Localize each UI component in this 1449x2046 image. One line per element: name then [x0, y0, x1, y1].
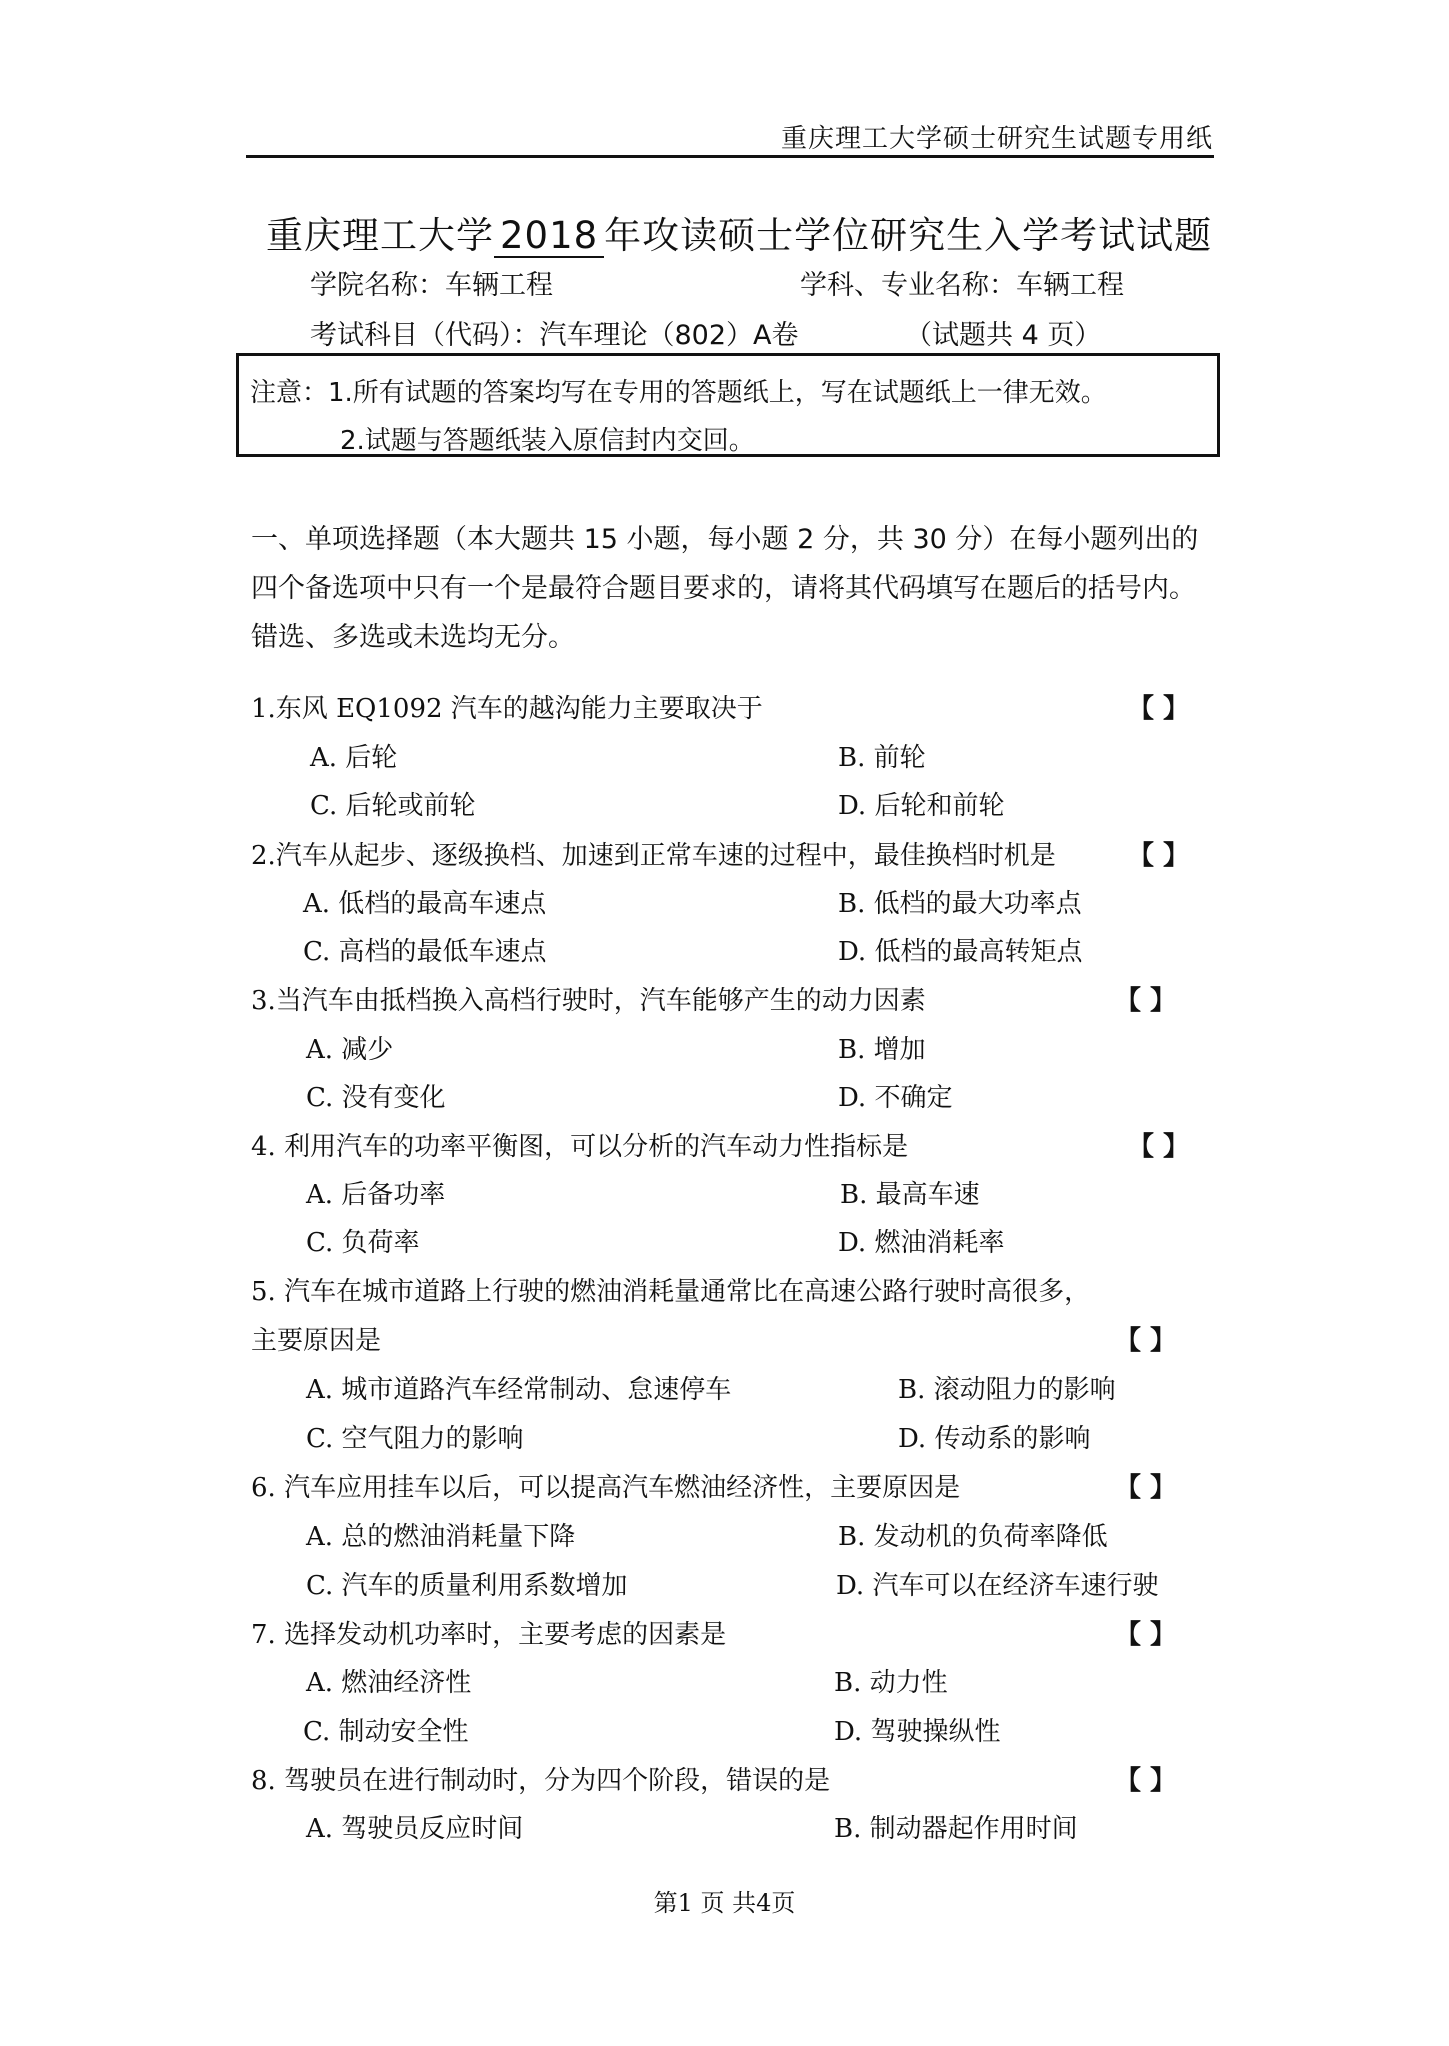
question-5-stem-line2: 主要原因是: [251, 1326, 382, 1356]
question-7-option-b: B. 动力性: [834, 1668, 948, 1698]
question-4-option-a: A. 后备功率: [306, 1180, 446, 1210]
question-3-option-d: D. 不确定: [838, 1083, 953, 1113]
question-2-option-c: C. 高档的最低车速点: [303, 937, 547, 967]
question-3-option-b: B. 增加: [838, 1035, 926, 1065]
major-name: 学科、专业名称：车辆工程: [800, 270, 1124, 301]
question-2-answer-bracket: 【 】: [1128, 841, 1190, 871]
question-1-option-c: C. 后轮或前轮: [310, 791, 476, 821]
header-divider: [246, 155, 1214, 158]
question-5-answer-bracket: 【 】: [1115, 1326, 1177, 1356]
question-6-option-c: C. 汽车的质量利用系数增加: [306, 1571, 628, 1601]
question-7-option-d: D. 驾驶操纵性: [834, 1717, 1001, 1747]
question-2-option-a: A. 低档的最高车速点: [303, 889, 547, 919]
question-8-option-b: B. 制动器起作用时间: [834, 1814, 1078, 1844]
question-8-stem: 8. 驾驶员在进行制动时，分为四个阶段，错误的是: [251, 1766, 831, 1796]
paper-header-label: 重庆理工大学硕士研究生试题专用纸: [780, 124, 1213, 154]
exam-title: [266, 205, 1212, 259]
page-number: 第1 页 共4页: [653, 1889, 796, 1917]
question-2-option-d: D. 低档的最高转矩点: [838, 937, 1083, 967]
question-5-option-d: D. 传动系的影响: [898, 1424, 1091, 1454]
question-1-option-d: D. 后轮和前轮: [838, 791, 1005, 821]
title-prefix: 重庆理工大学: [266, 214, 494, 257]
question-2-option-b: B. 低档的最大功率点: [838, 889, 1082, 919]
notice-line-1: 注意：1.所有试题的答案均写在专用的答题纸上，写在试题纸上一律无效。: [250, 378, 1107, 408]
title-year: 2018: [494, 217, 604, 258]
question-5-option-c: C. 空气阻力的影响: [306, 1424, 524, 1454]
question-4-option-b: B. 最高车速: [840, 1180, 980, 1210]
question-4-option-c: C. 负荷率: [306, 1228, 420, 1258]
question-4-option-d: D. 燃油消耗率: [838, 1228, 1005, 1258]
question-5-stem: 5. 汽车在城市道路上行驶的燃油消耗量通常比在高速公路行驶时高很多，: [251, 1277, 1091, 1307]
question-1-option-b: B. 前轮: [838, 743, 926, 773]
question-6-option-d: D. 汽车可以在经济车速行驶: [836, 1571, 1159, 1601]
question-6-answer-bracket: 【 】: [1115, 1473, 1177, 1503]
question-6-stem: 6. 汽车应用挂车以后，可以提高汽车燃油经济性，主要原因是: [251, 1473, 961, 1503]
question-7-option-a: A. 燃油经济性: [306, 1668, 472, 1698]
page-count: （试题共 4 页）: [905, 320, 1102, 351]
question-3-answer-bracket: 【 】: [1115, 986, 1177, 1016]
question-3-option-a: A. 减少: [306, 1035, 394, 1065]
question-3-stem: 3.当汽车由抵档换入高档行驶时，汽车能够产生的动力因素: [251, 986, 926, 1016]
question-2-stem: 2.汽车从起步、逐级换档、加速到正常车速的过程中，最佳换档时机是: [251, 841, 1056, 871]
question-8-answer-bracket: 【 】: [1115, 1766, 1177, 1796]
question-4-answer-bracket: 【 】: [1128, 1132, 1190, 1162]
question-1-stem: 1.东风 EQ1092 汽车的越沟能力主要取决于: [251, 694, 763, 724]
section-1-instructions: 一、单项选择题（本大题共 15 小题，每小题 2 分，共 30 分）在每小题列出的四个备选项中只有一个是最符合题目要求的，请将其代码填写在题后的括号内。错选、多选或未选均无分。: [251, 524, 1199, 653]
question-4-stem: 4. 利用汽车的功率平衡图，可以分析的汽车动力性指标是: [251, 1132, 909, 1162]
question-5-option-b: B. 滚动阻力的影响: [898, 1375, 1116, 1405]
college-name: 学院名称：车辆工程: [310, 270, 553, 301]
question-6-option-a: A. 总的燃油消耗量下降: [306, 1522, 576, 1552]
question-7-answer-bracket: 【 】: [1115, 1620, 1177, 1650]
question-3-option-c: C. 没有变化: [306, 1083, 446, 1113]
title-suffix: 年攻读硕士学位研究生入学考试试题: [604, 214, 1213, 257]
question-6-option-b: B. 发动机的负荷率降低: [838, 1522, 1108, 1552]
question-7-option-c: C. 制动安全性: [303, 1717, 469, 1747]
question-7-stem: 7. 选择发动机功率时，主要考虑的因素是: [251, 1620, 727, 1650]
exam-subject: 考试科目（代码）：汽车理论（802）A卷: [310, 320, 799, 351]
question-5-option-a: A. 城市道路汽车经常制动、怠速停车: [306, 1375, 732, 1405]
question-8-option-a: A. 驾驶员反应时间: [306, 1814, 524, 1844]
notice-line-2: 2.试题与答题纸装入原信封内交回。: [340, 426, 755, 456]
question-1-option-a: A. 后轮: [310, 743, 398, 773]
question-1-answer-bracket: 【 】: [1128, 694, 1190, 724]
